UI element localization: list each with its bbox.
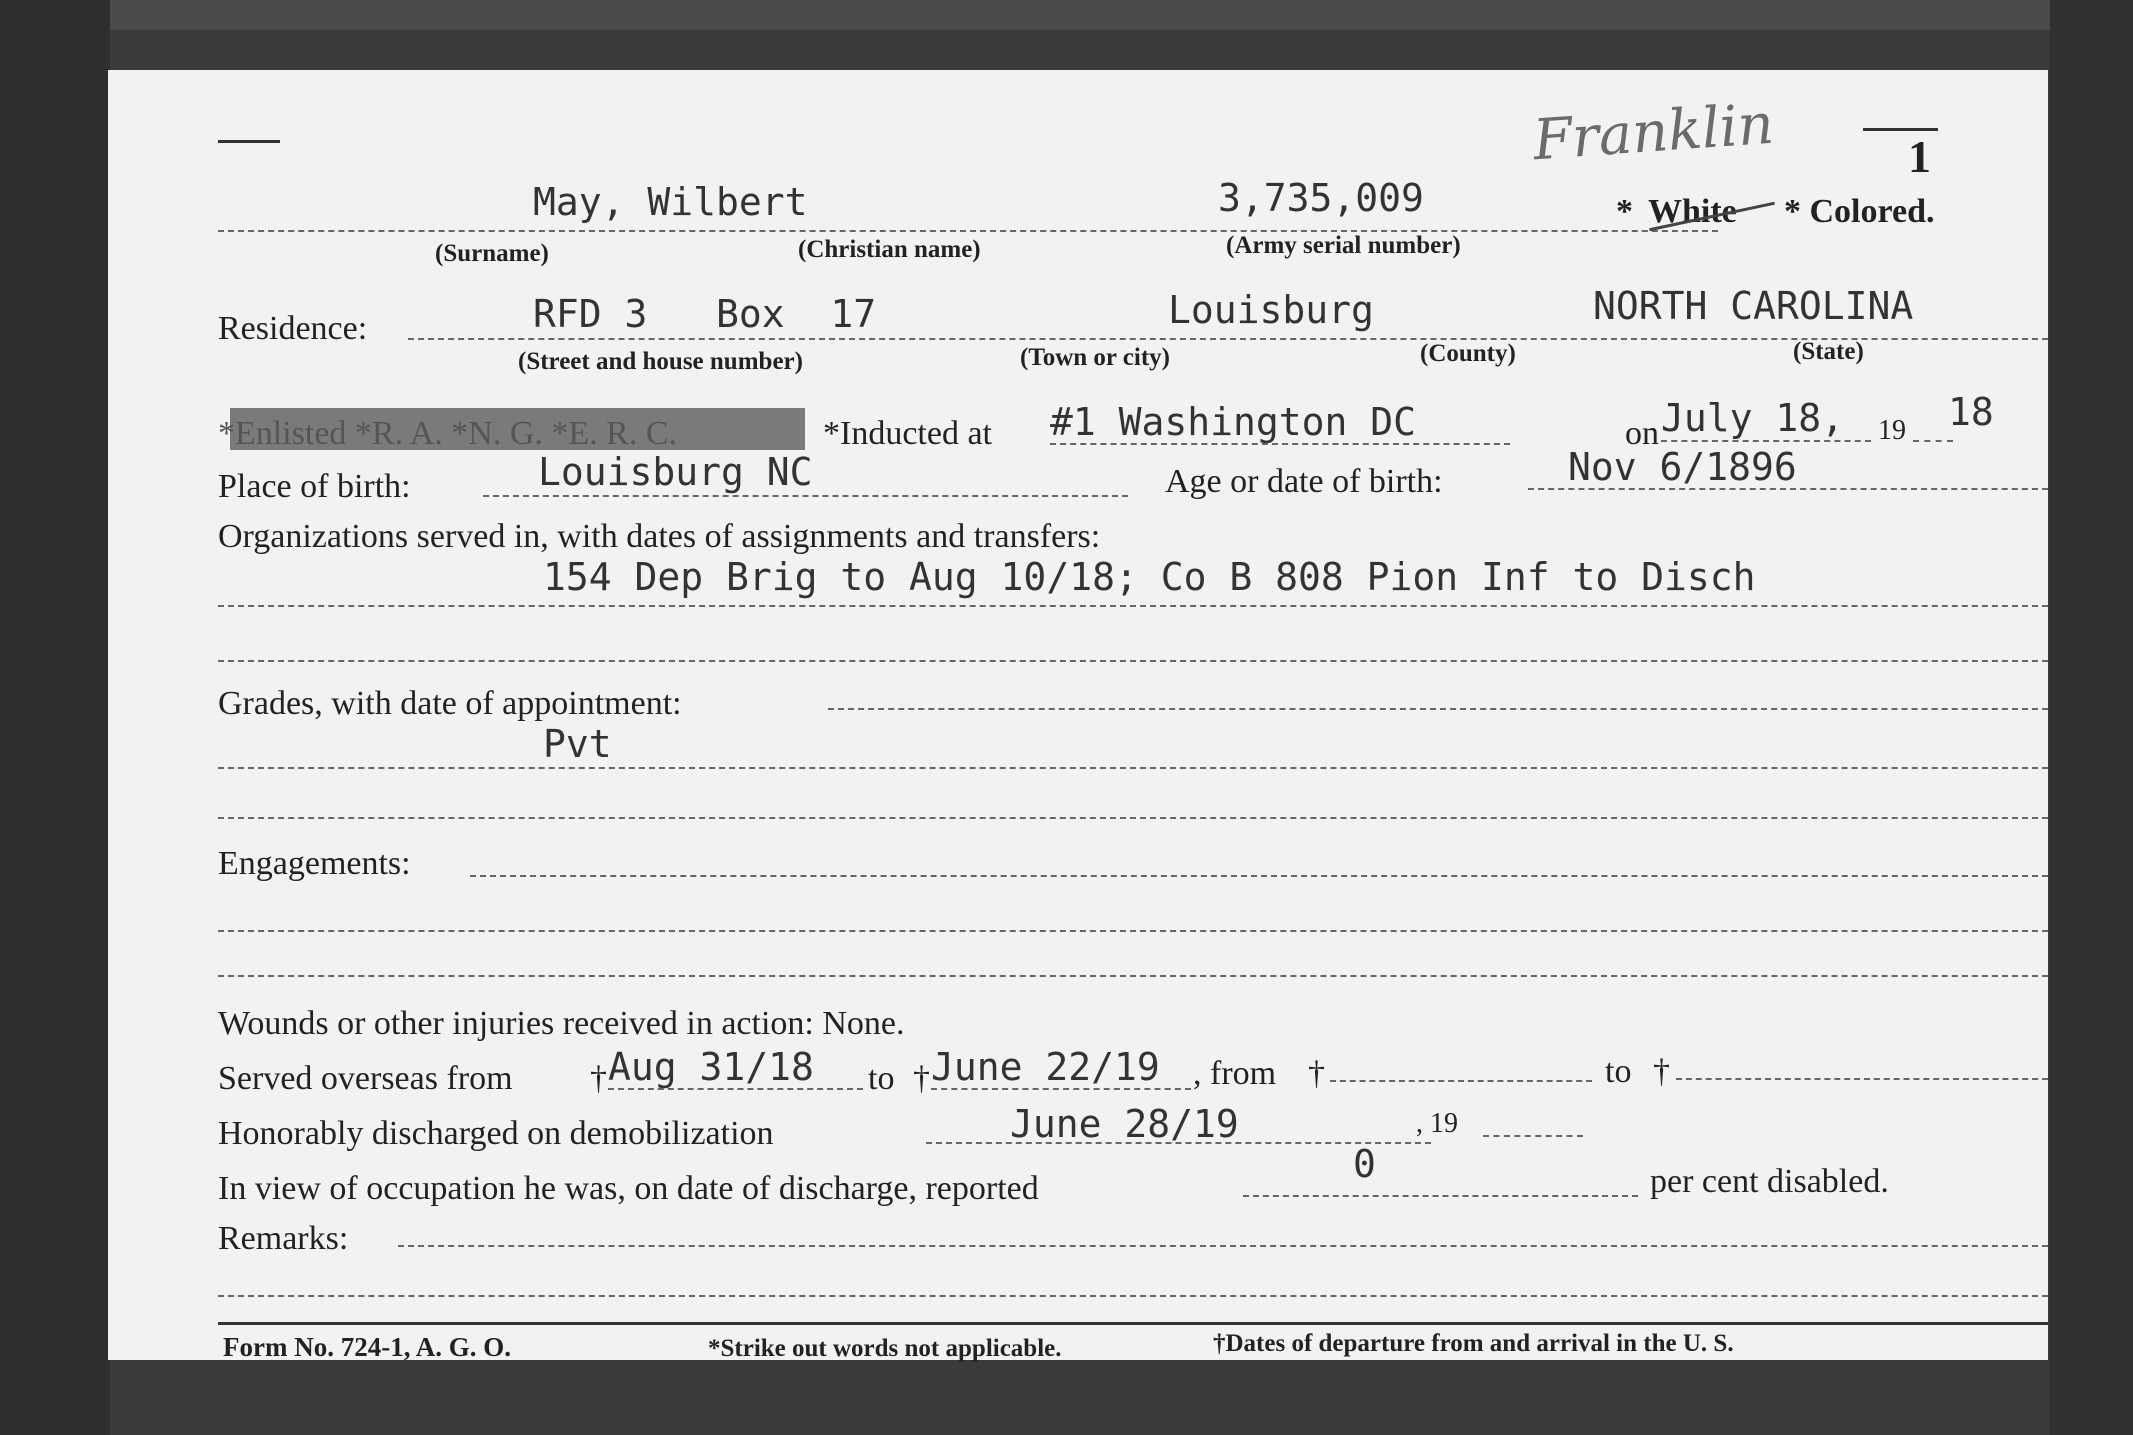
caption-county: (County): [1420, 340, 1516, 367]
remarks-line-2: [218, 1295, 2048, 1297]
form-number: Form No. 724-1, A. G. O.: [223, 1332, 511, 1362]
overseas-dagger-2: †: [913, 1060, 930, 1097]
grades-label: Grades, with date of appointment:: [218, 685, 682, 722]
discharge-date: June 28/19: [1010, 1102, 1239, 1146]
engagements-label: Engagements:: [218, 845, 411, 882]
overseas-dagger-3: †: [1308, 1055, 1325, 1092]
residence-town: Louisburg: [1168, 288, 1374, 332]
wounds-label: Wounds or other injuries received in action: None.: [218, 1005, 905, 1042]
race-colored: * Colored.: [1784, 193, 1935, 230]
top-dash: [218, 140, 280, 143]
engagements-line-1: [470, 875, 2048, 877]
race-prefix: *: [1616, 193, 1633, 230]
discharge-year-line: [1483, 1135, 1583, 1137]
name-value: May, Wilbert: [533, 180, 808, 224]
to-label-1: to: [868, 1060, 895, 1097]
year-prefix: 19: [1878, 415, 1906, 446]
organizations-line-2: [218, 660, 2048, 662]
disability-value: 0: [1353, 1142, 1376, 1186]
to-label-2: to: [1605, 1053, 1632, 1090]
overseas-second-from-line: [1330, 1080, 1592, 1082]
grades-line-2: [218, 767, 2048, 769]
organizations-label: Organizations served in, with dates of assignments and transfers:: [218, 518, 1101, 555]
overseas-to: June 22/19: [931, 1045, 1160, 1089]
overseas-label: Served overseas from: [218, 1060, 513, 1097]
year-suffix: 18: [1948, 390, 1994, 434]
residence-state: NORTH CAROLINA: [1593, 284, 1914, 328]
handwritten-county: Franklin: [1531, 91, 1776, 174]
remarks-label: Remarks:: [218, 1220, 349, 1257]
birthplace-line: [483, 495, 1128, 497]
inducted-place-line: [1050, 443, 1510, 445]
caption-serial: (Army serial number): [1226, 232, 1461, 259]
caption-state: (State): [1793, 338, 1864, 365]
remarks-line-1: [398, 1245, 2048, 1247]
overseas-dagger-4: †: [1653, 1053, 1670, 1090]
race-white: White: [1648, 193, 1737, 230]
overseas-from: Aug 31/18: [608, 1045, 814, 1089]
age-label: Age or date of birth:: [1165, 463, 1443, 500]
birth-date-line: [1528, 488, 2048, 490]
organizations-value: 154 Dep Brig to Aug 10/18; Co B 808 Pion Inf to Disch: [543, 555, 1756, 599]
overseas-dagger-1: †: [590, 1060, 607, 1097]
grades-line-3: [218, 817, 2048, 819]
inducted-label: *Inducted at: [823, 415, 992, 452]
scan-edge-right: [2050, 0, 2133, 1435]
discharge-label: Honorably discharged on demobilization: [218, 1115, 774, 1152]
year-line: [1913, 440, 1953, 442]
caption-christian: (Christian name): [798, 236, 981, 263]
overseas-second-to-line: [1676, 1078, 2048, 1080]
inducted-date: July 18,: [1661, 396, 1845, 440]
serial-value: 3,735,009: [1218, 176, 1424, 220]
footnote-dates: †Dates of departure from and arrival in the U. S.: [1213, 1330, 1734, 1357]
grade-value: Pvt: [543, 722, 612, 766]
caption-town: (Town or city): [1020, 344, 1170, 371]
disability-label: In view of occupation he was, on date of discharge, reported: [218, 1170, 1039, 1207]
residence-street: RFD 3 Box 17: [533, 292, 877, 336]
overseas-to-line: [931, 1088, 1191, 1090]
inducted-date-line: [1661, 440, 1871, 442]
inducted-place: #1 Washington DC: [1050, 400, 1417, 444]
grades-line-1: [828, 708, 2048, 710]
scan-edge-top: [0, 0, 2133, 30]
card-number: 1: [1908, 131, 1931, 182]
from-label: , from: [1193, 1055, 1277, 1092]
on-label: on: [1625, 415, 1659, 452]
engagements-line-3: [218, 975, 2048, 977]
caption-surname: (Surname): [435, 240, 549, 267]
birth-date: Nov 6/1896: [1568, 445, 1797, 489]
disability-suffix: per cent disabled.: [1650, 1163, 1889, 1200]
footnote-strike: *Strike out words not applicable.: [708, 1335, 1062, 1362]
overseas-from-line: [608, 1088, 863, 1090]
service-card: [108, 70, 2048, 1360]
engagements-line-2: [218, 930, 2048, 932]
birthplace-value: Louisburg NC: [538, 450, 813, 494]
disability-line: [1243, 1195, 1638, 1197]
birthplace-label: Place of birth:: [218, 468, 411, 505]
footer-rule: [218, 1322, 2048, 1325]
residence-label: Residence:: [218, 310, 368, 347]
enlisted-options: *Enlisted *R. A. *N. G. *E. R. C.: [218, 415, 678, 452]
discharge-year: , 19: [1416, 1108, 1458, 1139]
scan-edge-left: [0, 0, 110, 1435]
organizations-line-1: [218, 605, 2048, 607]
caption-street: (Street and house number): [518, 348, 803, 375]
name-line: [218, 230, 1718, 232]
